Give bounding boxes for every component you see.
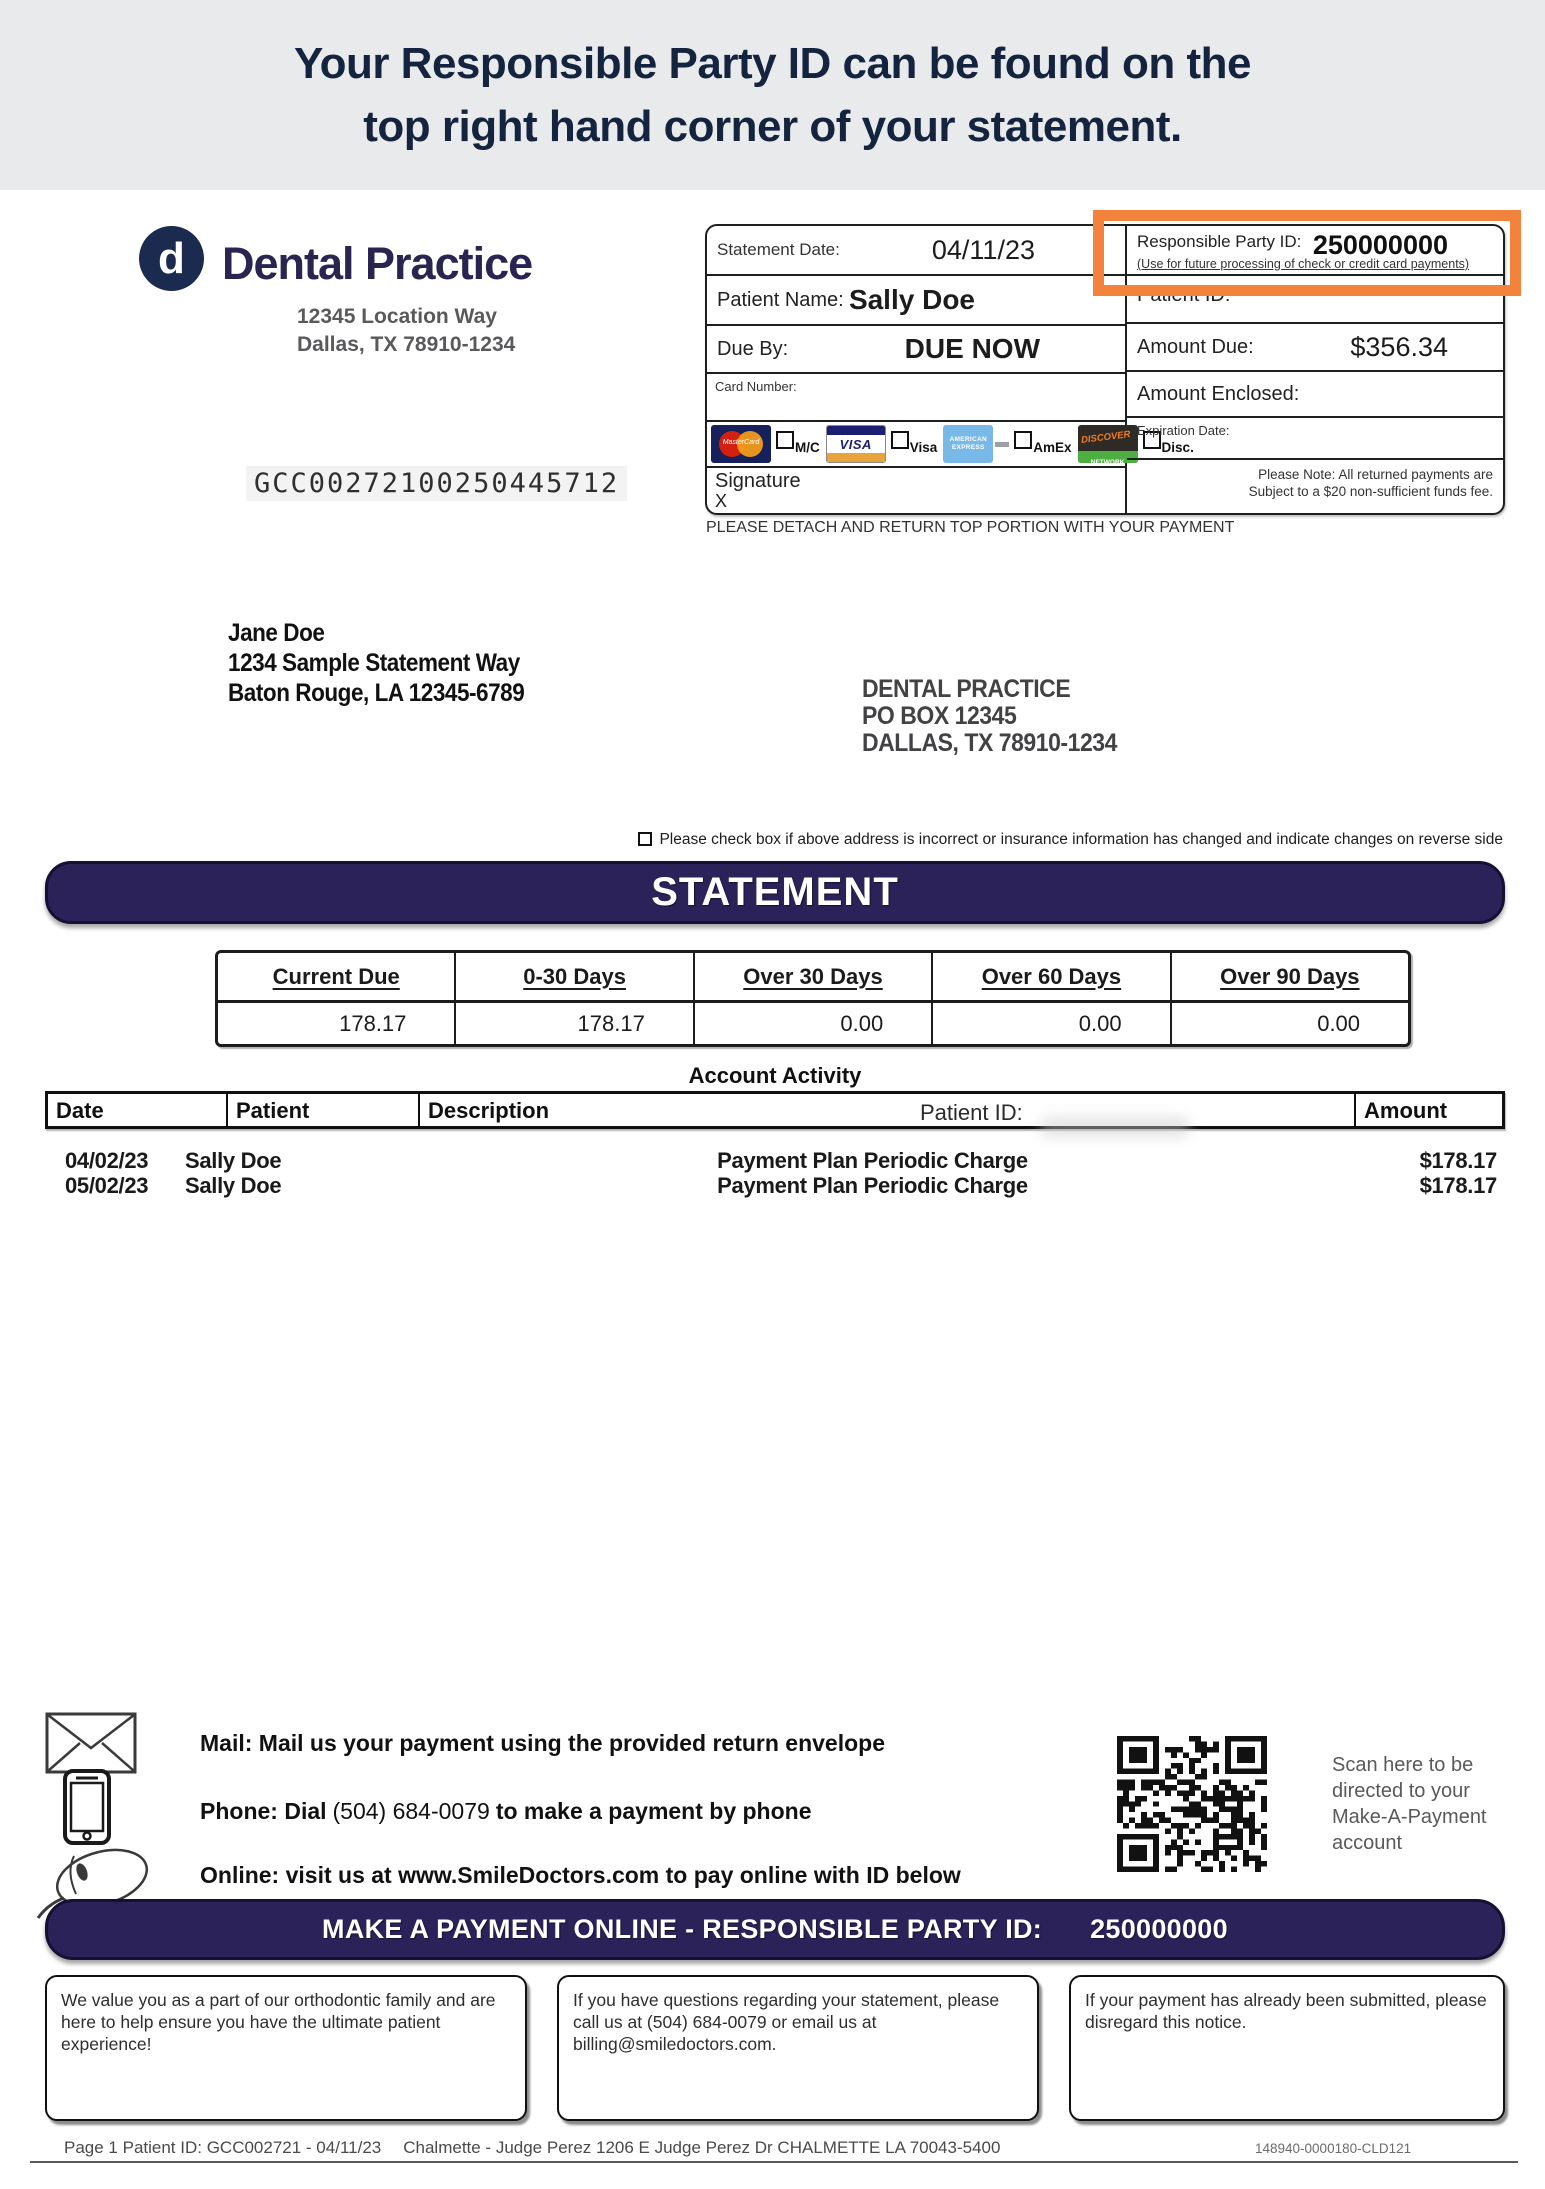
visa-icon: VISA — [826, 425, 886, 463]
aging-val-over30: 0.00 — [695, 1003, 933, 1044]
visa-checkbox-label: Visa — [909, 439, 938, 455]
footer-left — [64, 2138, 1000, 2158]
due-by-value: DUE NOW — [904, 333, 1040, 364]
practice-name: Dental Practice — [222, 238, 533, 289]
card-number-cell — [707, 374, 1125, 422]
row1-patient: Sally Doe — [185, 1147, 282, 1173]
discover-checkbox-label: Disc. — [1161, 439, 1194, 455]
online-instruction: Online: visit us at www.SmileDoctors.com to pay online with ID below — [200, 1862, 961, 1888]
amex-icon: AMERICAN EXPRESS — [943, 425, 993, 463]
instruction-line-1: Your Responsible Party ID can be found on the — [293, 39, 1251, 88]
redacted-patient-id-smudge — [1040, 1116, 1190, 1138]
make-payment-label: MAKE A PAYMENT ONLINE - RESPONSIBLE PARTY ID: — [322, 1914, 1043, 1944]
address-change-note: Please check box if above address is incorrect or insurance information has changed and indicate changes on reverse side — [638, 831, 1503, 849]
amount-due-cell — [1127, 324, 1503, 372]
statement-date-value: 04/11/23 — [931, 234, 1035, 265]
visa-checkbox[interactable] — [891, 431, 909, 449]
row2-amount: $178.17 — [1419, 1172, 1497, 1198]
footer-location: Chalmette - Judge Perez 1206 E Judge Perez Dr CHALMETTE LA 70043-5400 — [403, 2138, 1001, 2157]
expiration-date-cell — [1127, 418, 1503, 460]
responsible-party-highlight — [1093, 210, 1521, 296]
mastercard-icon: MasterCard — [711, 425, 771, 463]
mail-instruction: Mail: Mail us your payment using the provided return envelope — [200, 1730, 886, 1756]
instruction-line-2: top right hand corner of your statement. — [363, 102, 1182, 151]
addressee-block — [228, 618, 524, 708]
remit-line2: PO BOX 12345 — [862, 702, 1017, 730]
due-by-label: Due By: — [717, 337, 789, 360]
activity-row-2 — [45, 1173, 1505, 1198]
row1-date: 04/02/23 — [65, 1147, 149, 1173]
responsible-party-id: 250000000 — [1312, 230, 1448, 260]
footer-rule — [30, 2161, 1518, 2163]
practice-logo-letter: d — [158, 233, 185, 283]
remit-to-block — [862, 676, 1117, 757]
amount-due-value: $356.34 — [1350, 331, 1448, 362]
aging-col-0-30: 0-30 Days — [456, 953, 694, 1000]
make-payment-id: 250000000 — [1090, 1914, 1228, 1944]
aging-values-row — [218, 1003, 1408, 1044]
aging-val-over90: 0.00 — [1317, 1010, 1361, 1036]
phone-icon — [62, 1768, 112, 1846]
aging-val-current: 178.17 — [218, 1003, 456, 1044]
remit-line3: DALLAS, TX 78910-1234 — [862, 729, 1117, 757]
row1-amount: $178.17 — [1419, 1147, 1497, 1173]
patient-id-label: Patient ID: — [1137, 284, 1231, 306]
responsible-party-note: (Use for future processing of check or credit card payments) — [1137, 257, 1470, 271]
phone-prefix: Phone: Dial — [200, 1798, 327, 1824]
address-change-checkbox[interactable] — [638, 832, 652, 846]
info-box-family: We value you as a part of our orthodontic family and are here to help ensure you have the ultimate patient experience! — [45, 1975, 527, 2121]
mc-checkbox[interactable] — [776, 431, 794, 449]
practice-address-line2: Dallas, TX 78910-1234 — [297, 333, 516, 356]
aging-header-row — [218, 953, 1408, 1003]
aging-val-over60: 0.00 — [933, 1003, 1171, 1044]
activity-header-date: Date — [48, 1094, 228, 1126]
ocr-account-number: GCC00272100250445712 — [246, 466, 627, 501]
due-by-cell — [707, 326, 1125, 374]
aging-col-current: Current Due — [218, 953, 456, 1000]
info-box-questions: If you have questions regarding your statement, please call us at (504) 684-0079 or email us at billing@smiledoctors.com. — [557, 1975, 1039, 2121]
qr-code — [1117, 1736, 1267, 1872]
mc-checkbox-label: M/C — [795, 439, 820, 455]
statement-banner-text: STATEMENT — [651, 870, 899, 914]
patient-name-label: Patient Name: — [717, 288, 844, 311]
statement-banner — [45, 861, 1505, 924]
phone-number: (504) 684-0079 — [332, 1798, 490, 1824]
signature-x-line: X — [715, 491, 728, 511]
patient-name-value: Sally Doe — [848, 284, 975, 315]
activity-header-amount: Amount — [1364, 1098, 1448, 1123]
card-number-label: Card Number: — [715, 379, 797, 394]
remit-line1: DENTAL PRACTICE — [862, 675, 1071, 703]
responsible-party-label: Responsible Party ID: — [1137, 232, 1302, 251]
row1-description: Payment Plan Periodic Charge — [717, 1147, 1028, 1173]
amex-checkbox-label: AmEx — [1033, 439, 1072, 455]
aging-val-0-30: 178.17 — [456, 1003, 694, 1044]
activity-rows — [45, 1148, 1505, 1198]
practice-address-line1: 12345 Location Way — [297, 305, 497, 328]
activity-header-patient: Patient — [228, 1094, 420, 1126]
amount-enclosed-cell — [1127, 372, 1503, 418]
phone-suffix: to make a payment by phone — [495, 1798, 812, 1824]
aging-col-over60: Over 60 Days — [933, 953, 1171, 1000]
activity-header-description: Description Patient ID: — [420, 1094, 1356, 1126]
expiration-date-label: Expiration Date: — [1137, 423, 1230, 438]
footer-page-patient: Page 1 Patient ID: GCC002721 - 04/11/23 — [64, 2138, 382, 2157]
activity-header-row — [45, 1091, 1505, 1129]
aging-col-over90: Over 90 Days — [1220, 963, 1360, 989]
activity-row-1 — [45, 1148, 1505, 1173]
footer-document-code: 148940-0000180-CLD121 — [1255, 2141, 1412, 2156]
practice-logo — [139, 226, 204, 291]
signature-label: Signature — [715, 470, 801, 492]
row2-date: 05/02/23 — [65, 1172, 149, 1198]
addressee-line2: Baton Rouge, LA 12345-6789 — [228, 679, 525, 707]
row2-patient: Sally Doe — [185, 1172, 282, 1198]
amount-enclosed-label: Amount Enclosed: — [1137, 382, 1300, 405]
patient-name-cell — [707, 276, 1125, 326]
returned-payment-note: Please Note: All returned payments are Subject to a $20 non-sufficient funds fee. — [1248, 467, 1493, 499]
envelope-icon — [45, 1712, 137, 1774]
aging-col-over30: Over 30 Days — [695, 953, 933, 1000]
statement-date-cell — [707, 226, 1125, 276]
qr-caption: Scan here to be directed to your Make-A-Payment account — [1332, 1754, 1487, 1854]
amex-dash — [995, 442, 1009, 447]
practice-address — [297, 303, 515, 359]
make-payment-banner — [45, 1899, 1505, 1960]
detach-note: PLEASE DETACH AND RETURN TOP PORTION WITH YOUR PAYMENT — [706, 519, 1235, 536]
aging-table — [215, 950, 1411, 1047]
account-activity-title: Account Activity — [688, 1063, 862, 1088]
info-box-disregard: If your payment has already been submitted, please disregard this notice. — [1069, 1975, 1505, 2121]
discover-icon: DISCOVER NETWORK — [1078, 425, 1138, 463]
row2-description: Payment Plan Periodic Charge — [717, 1172, 1028, 1198]
amount-due-label: Amount Due: — [1137, 335, 1254, 358]
phone-instruction — [200, 1798, 812, 1825]
statement-date-label: Statement Date: — [717, 240, 840, 259]
signature-cell — [707, 468, 1125, 513]
addressee-line1: 1234 Sample Statement Way — [228, 649, 520, 677]
addressee-name: Jane Doe — [228, 619, 325, 647]
activity-header-patient-id: Patient ID: — [920, 1100, 1023, 1125]
instruction-banner — [0, 0, 1545, 190]
amex-checkbox[interactable] — [1014, 431, 1032, 449]
